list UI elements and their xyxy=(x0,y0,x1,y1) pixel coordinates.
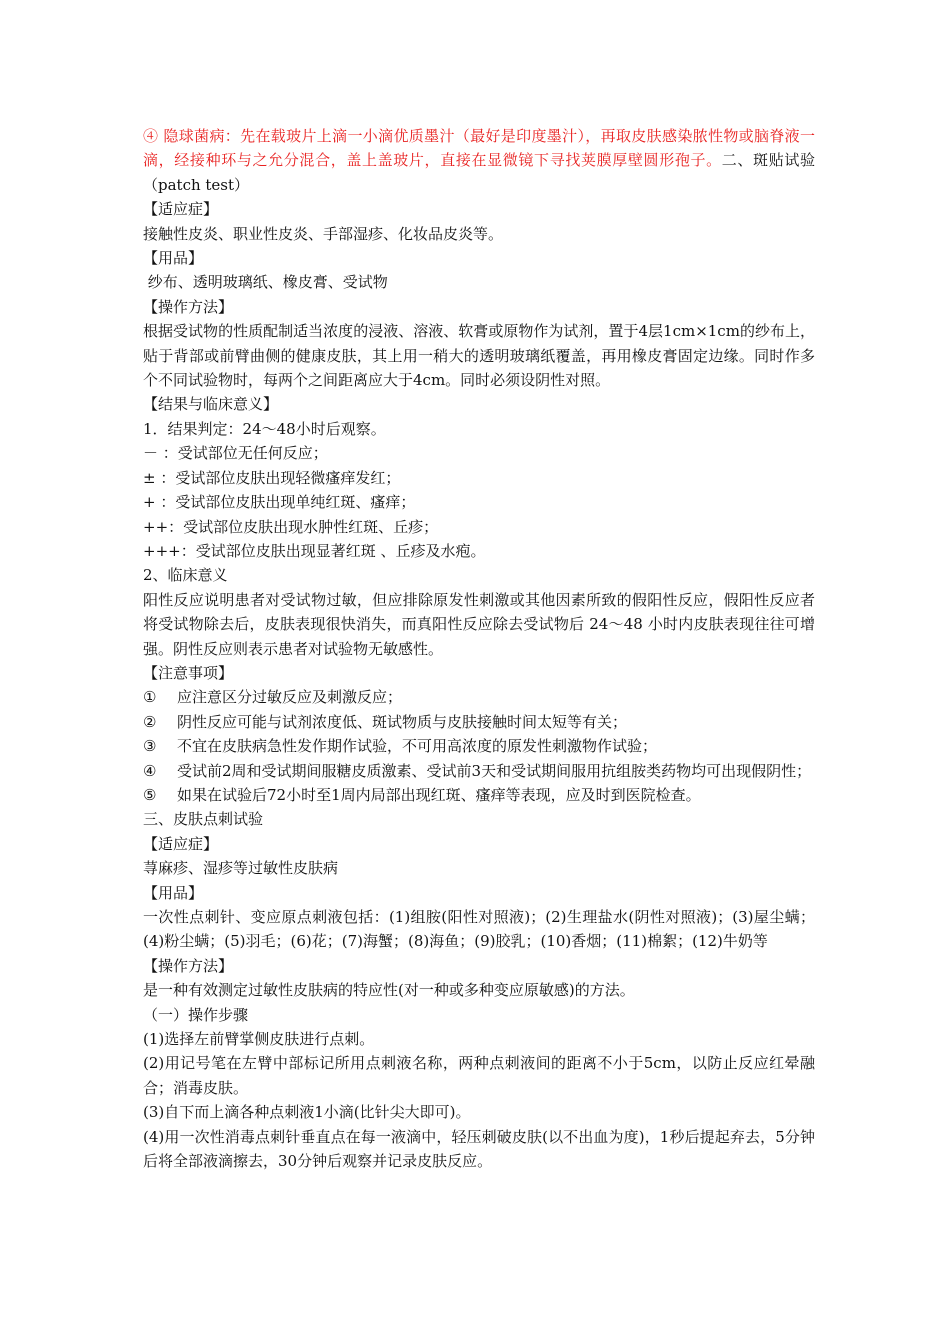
prick-method-heading: 【操作方法】 xyxy=(143,956,234,975)
patch-method-heading: 【操作方法】 xyxy=(143,297,234,316)
patch-note-item xyxy=(143,710,815,734)
patch-test-heading: 二、斑贴试验（patch test） xyxy=(143,151,815,194)
patch-indication-text: 接触性皮炎、职业性皮炎、手部湿疹、化妆品皮炎等。 xyxy=(143,224,504,243)
prick-steps-heading: （一）操作步骤 xyxy=(143,1005,249,1024)
prick-supplies-text: 一次性点刺针、变应原点刺液包括：(1)组胺(阳性对照液)；(2)生理盐水(阴性对照液)；(3)屋尘螨；(4)粉尘螨；(5)羽毛；(6)花；(7)海蟹；(8)海鱼；(9)胶乳；(10)香烟；(11)棉絮；(12)牛奶等 xyxy=(143,908,815,951)
intro-paragraph xyxy=(143,124,815,197)
prick-step: (3)自下而上滴各种点刺液1小滴(比针尖大即可)。 xyxy=(143,1103,471,1122)
patch-result-heading: 【结果与临床意义】 xyxy=(143,395,279,414)
patch-grade-line: ± ：受试部位皮肤出现轻微瘙痒发红； xyxy=(143,468,401,487)
patch-notes-heading: 【注意事项】 xyxy=(143,663,234,682)
document-body xyxy=(143,124,815,1173)
patch-note-item xyxy=(143,759,815,783)
note-number: ④ xyxy=(143,761,157,780)
patch-grade-line: ++：受试部位皮肤出现水肿性红斑、丘疹； xyxy=(143,517,439,536)
patch-grade-line: － ：受试部位无任何反应； xyxy=(143,444,328,463)
patch-note-item xyxy=(143,685,815,709)
prick-method-text: 是一种有效测定过敏性皮肤病的特应性(对一种或多种变应原敏感)的方法。 xyxy=(143,981,635,1000)
prick-step: (4)用一次性消毒点刺针垂直点在每一液滴中，轻压刺破皮肤(以不出血为度)，1秒后提起弃去，5分钟后将全部液滴擦去，30分钟后观察并记录皮肤反应。 xyxy=(143,1127,815,1171)
patch-clinical-text: 阳性反应说明患者对受试物过敏，但应排除原发性刺激或其他因素所致的假阳性反应，假阳性反应者将受试物除去后，皮肤表现很快消失，而真阳性反应除去受试物后 24～48 小时内皮肤表现往往可增强。阴性反应则表示患者对试验物无敏感性。 xyxy=(143,590,815,658)
note-number: ③ xyxy=(143,737,157,756)
note-text: 应注意区分过敏反应及刺激反应； xyxy=(177,688,403,707)
patch-method-text: 根据受试物的性质配制适当浓度的浸液、溶液、软膏或原物作为试剂，置于4层1cm×1cm的纱布上，贴于背部或前臂曲侧的健康皮肤，其上用一稍大的透明玻璃纸覆盖，再用橡皮膏固定边缘。同时作多个不同试验物时，每两个之间距离应大于4cm。同时必须设阴性对照。 xyxy=(143,322,815,390)
patch-clinical-heading: 2、临床意义 xyxy=(143,566,228,585)
patch-supplies-text: 纱布、透明玻璃纸、橡皮膏、受试物 xyxy=(143,273,388,292)
note-number: ① xyxy=(143,688,157,707)
note-text: 不宜在皮肤病急性发作期作试验，不可用高浓度的原发性刺激物作试验； xyxy=(177,737,658,756)
note-text: 阴性反应可能与试剂浓度低、斑试物质与皮肤接触时间太短等有关； xyxy=(177,712,628,731)
patch-supplies-heading: 【用品】 xyxy=(143,249,204,268)
note-text: 受试前2周和受试期间服糖皮质激素、受试前3天和受试期间服用抗组胺类药物均可出现假阴性； xyxy=(177,761,812,780)
patch-indication-heading: 【适应症】 xyxy=(143,200,219,219)
patch-grade-line: + ：受试部位皮肤出现单纯红斑、瘙痒； xyxy=(143,493,416,512)
prick-test-heading: 三、皮肤点刺试验 xyxy=(143,810,264,829)
note-number: ② xyxy=(143,712,157,731)
patch-result-judgement: 1．结果判定：24～48小时后观察。 xyxy=(143,419,386,438)
note-number: ⑤ xyxy=(143,785,157,804)
prick-indication-text: 荨麻疹、湿疹等过敏性皮肤病 xyxy=(143,859,339,878)
prick-indication-heading: 【适应症】 xyxy=(143,834,219,853)
note-text: 如果在试验后72小时至1周内局部出现红斑、瘙痒等表现，应及时到医院检查。 xyxy=(177,785,701,804)
patch-note-item xyxy=(143,734,815,758)
prick-step: (1)选择左前臂掌侧皮肤进行点刺。 xyxy=(143,1030,375,1049)
patch-note-item xyxy=(143,783,815,807)
prick-step: (2)用记号笔在左臂中部标记所用点刺液名称，两种点刺液间的距离不小于5cm，以防止反应红晕融合；消毒皮肤。 xyxy=(143,1054,815,1097)
prick-supplies-heading: 【用品】 xyxy=(143,883,204,902)
cryptococcosis-note: ④ 隐球菌病：先在载玻片上滴一小滴优质墨汁（最好是印度墨汁），再取皮肤感染脓性物或脑脊液一滴，经接种环与之允分混合，盖上盖玻片，直接在显微镜下寻找荚膜厚壁圆形孢子。 xyxy=(143,127,815,170)
patch-grade-line: +++：受试部位皮肤出现显著红斑 、丘疹及水疱。 xyxy=(143,541,486,560)
